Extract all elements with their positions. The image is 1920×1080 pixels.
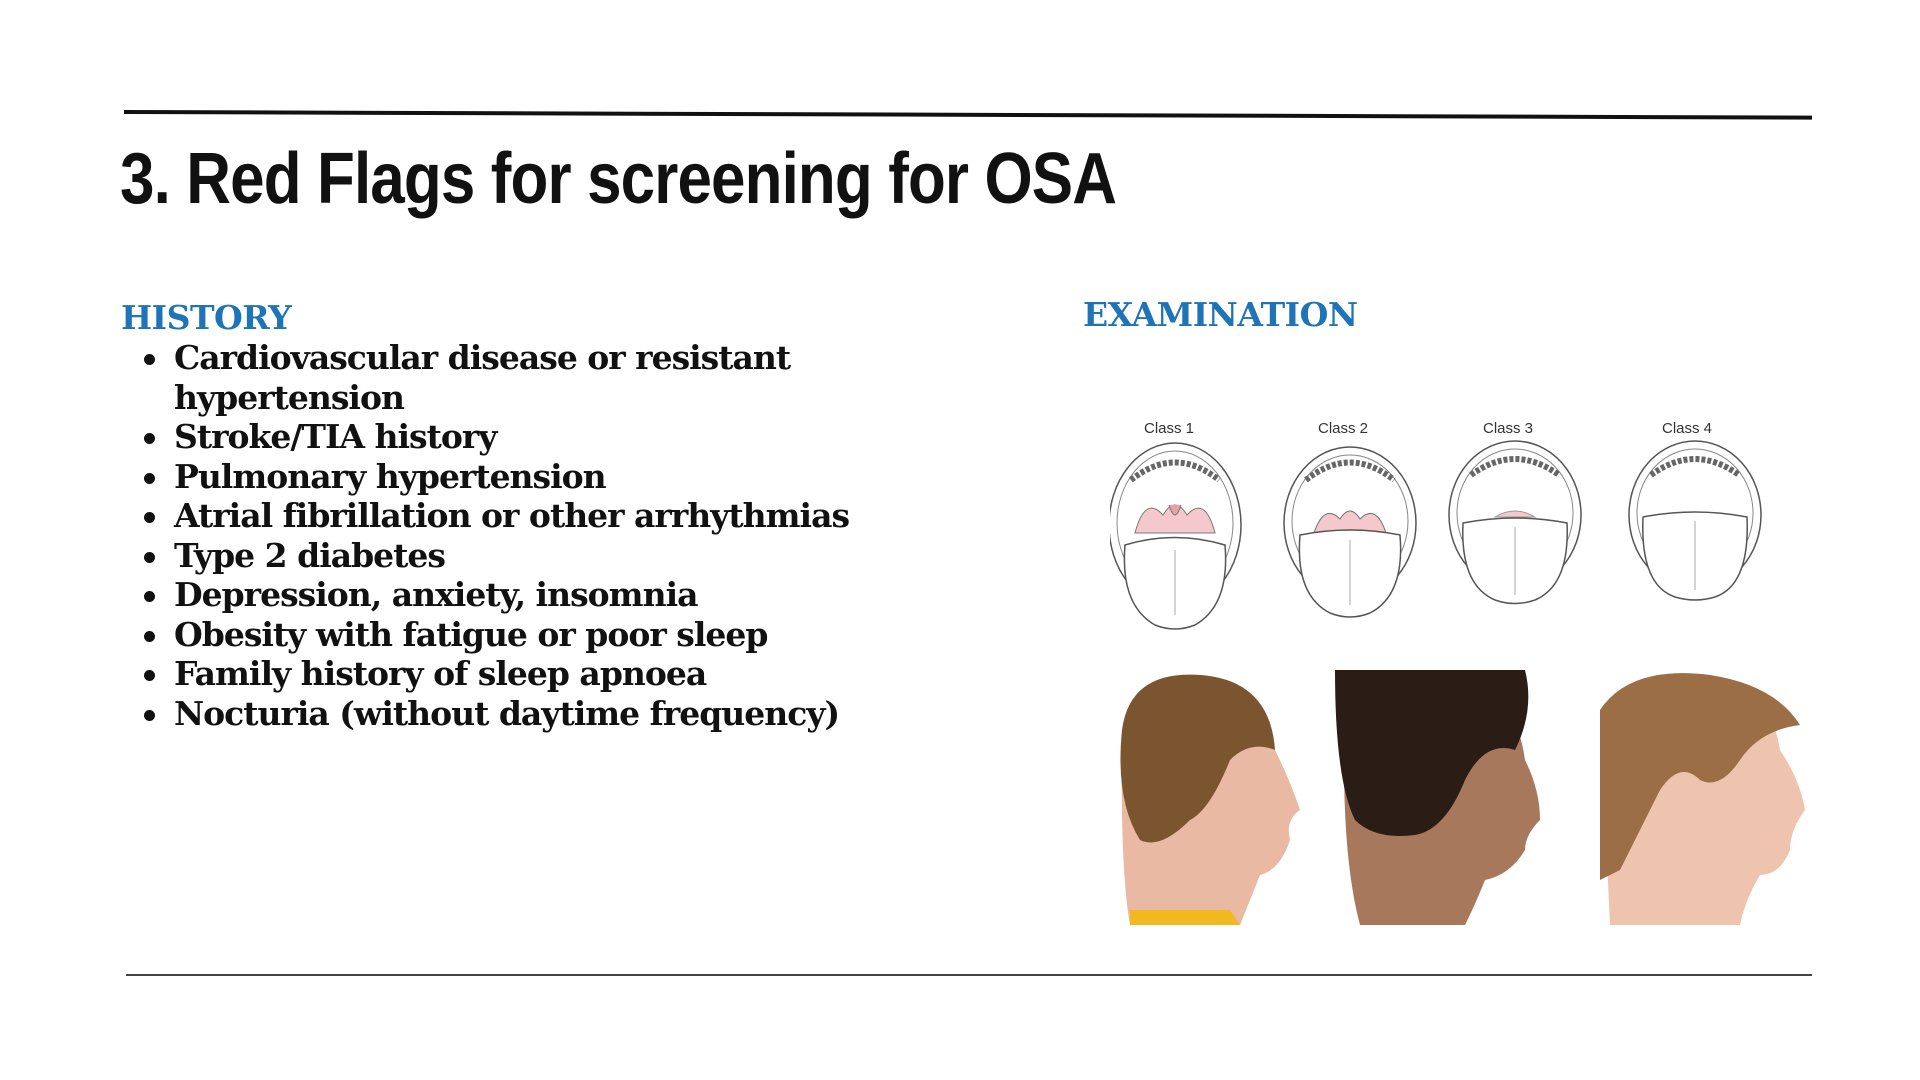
profile-photo-3 — [1600, 673, 1805, 925]
class-4-label: Class 4 — [1662, 420, 1713, 437]
list-item: Pulmonary hypertension — [121, 457, 941, 497]
profile-photo-2 — [1335, 670, 1540, 925]
class-4-mouth-diagram — [1629, 441, 1761, 600]
bullet-icon — [144, 473, 155, 484]
mallampati-figure — [1110, 405, 1810, 945]
list-item: Depression, anxiety, insomnia — [121, 575, 941, 615]
list-item: Family history of sleep apnoea — [121, 654, 941, 694]
class-3-mouth-diagram — [1449, 441, 1581, 604]
bullet-icon — [144, 512, 155, 523]
class-1-mouth-diagram — [1110, 443, 1241, 629]
class-2-mouth-diagram — [1284, 447, 1416, 617]
history-list — [121, 338, 941, 733]
bullet-icon — [144, 433, 155, 444]
bullet-icon — [144, 670, 155, 681]
bottom-divider — [126, 974, 1812, 976]
history-heading: HISTORY — [121, 298, 292, 337]
bullet-icon — [144, 552, 155, 563]
list-item: Stroke/TIA history — [121, 417, 941, 457]
slide-title: 3. Red Flags for screening for OSA — [120, 139, 1117, 219]
class-1-label: Class 1 — [1144, 420, 1195, 437]
list-item: Cardiovascular disease or resistant hypertension — [121, 338, 941, 417]
list-item: Obesity with fatigue or poor sleep — [121, 615, 941, 655]
class-3-label: Class 3 — [1483, 420, 1534, 437]
list-item: Nocturia (without daytime frequency) — [121, 694, 941, 734]
bullet-icon — [144, 591, 155, 602]
mallampati-diagrams — [1110, 435, 1810, 675]
examination-heading: EXAMINATION — [1083, 295, 1358, 334]
bullet-icon — [144, 631, 155, 642]
profile-photo-1 — [1120, 675, 1300, 925]
top-divider — [124, 110, 1812, 120]
profile-photos — [1110, 670, 1810, 925]
bullet-icon — [144, 354, 155, 365]
list-item: Type 2 diabetes — [121, 536, 941, 576]
class-2-label: Class 2 — [1318, 420, 1369, 437]
bullet-icon — [144, 710, 155, 721]
list-item: Atrial fibrillation or other arrhythmias — [121, 496, 941, 536]
